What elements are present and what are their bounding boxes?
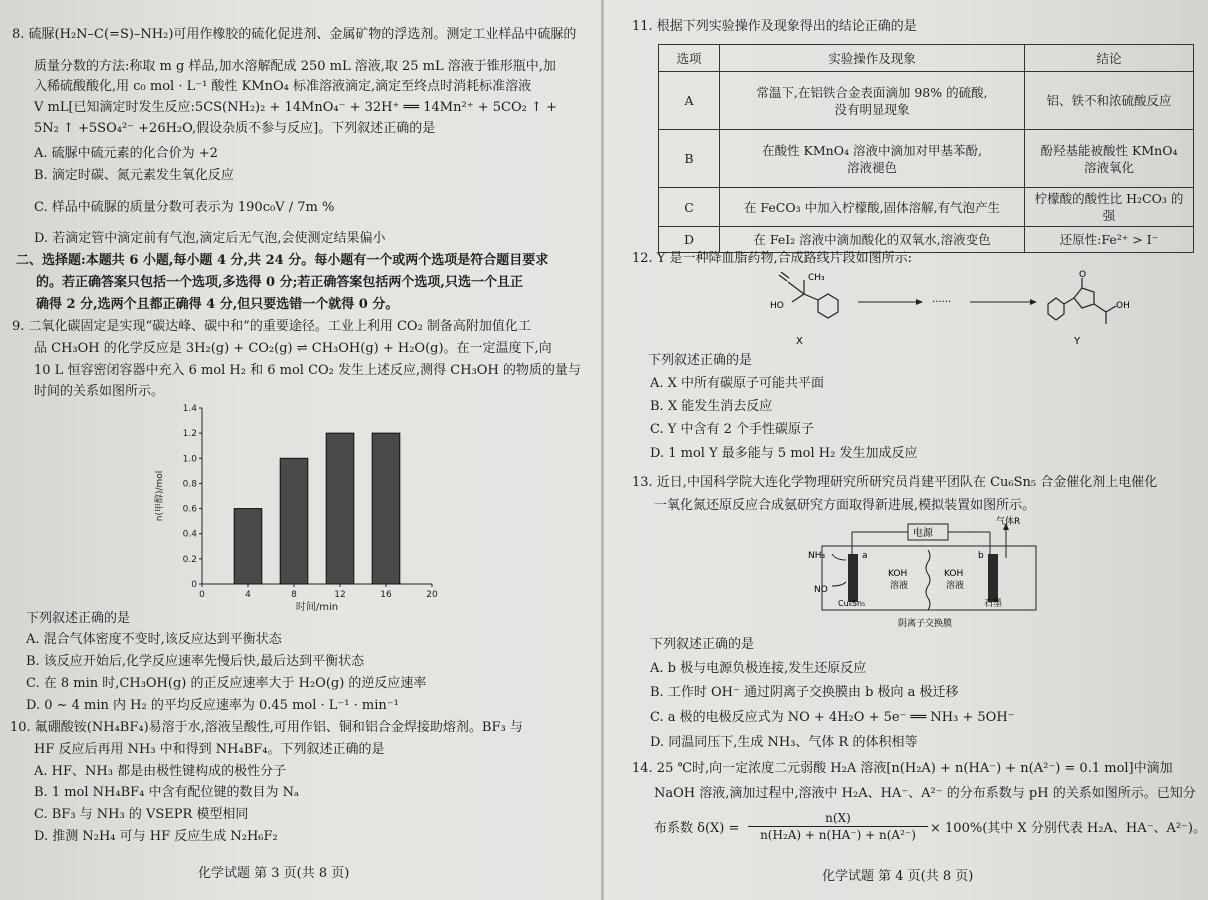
q12-title: 12. Y 是一种降血脂药物,合成路线片段如图所示: [632,251,913,266]
x-tick-label: 8 [291,590,297,600]
page-divider [601,0,604,900]
q12-stem: 下列叙述正确的是 [648,353,753,368]
table-header: 实验操作及现象 [720,45,1025,72]
q13-option-b: B. 工作时 OH⁻ 通过阴离子交换膜由 b 极向 a 极迁移 [650,685,959,700]
q10-option-d: D. 推测 N₂H₄ 可与 HF 反应生成 N₂H₆F₂ [34,829,278,844]
q10-line-1: 10. 氟硼酸铵(NH₄BF₄)易溶于水,溶液呈酸性,可用作铝、铜和铝合金焊接助熔剂。BF₃ 与 [10,720,523,735]
arrow-head [1030,299,1037,305]
table-cell: 还原性:Fe²⁺ > I⁻ [1025,227,1194,253]
y-tick-label: 0.2 [182,554,197,565]
table-cell: D [659,227,720,253]
section2-line-1: 二、选择题:本题共 6 小题,每小题 4 分,共 24 分。每小题有一个或两个选项是符合题目要求 [16,253,549,268]
y-o-label: O [1079,270,1087,280]
page-footer-left: 化学试题 第 3 页(共 8 页) [198,866,350,881]
q9-line-2: 品 CH₃OH 的化学反应是 3H₂(g) + CO₂(g) ⇌ CH₃OH(g) + H₂O(g)。在一定温度下,向 [34,341,552,356]
q8-option-a: A. 硫脲中硫元素的化合价为 +2 [34,146,218,161]
table-row [659,227,1194,253]
x-tick-label: 4 [245,590,251,600]
q14-line-3b: × 100%(其中 X 分别代表 H₂A、HA⁻、A²⁻)。 [930,821,1206,836]
cu6sn5-label: Cu₆Sn₅ [838,599,866,608]
membrane-label: 阴离子交换膜 [898,619,953,629]
q12-option-b: B. X 能发生消去反应 [650,399,773,414]
q8-line-4: V mL[已知滴定时发生反应:5CS(NH₂)₂ + 14MnO₄⁻ + 32H⁺ ══ 14Mn²⁺ + 5CO₂ ↑ + [34,100,557,115]
electrode-a-label: a [862,551,868,561]
table-row [659,188,1194,227]
y-tick-label: 1.4 [182,404,197,414]
q13-option-a: A. b 极与电源负极连接,发生还原反应 [650,661,867,676]
q9-line-3: 10 L 恒容密闭容器中充入 6 mol H₂ 和 6 mol CO₂ 发生上述反应,测得 CH₃OH 的物质的量与 [34,363,581,378]
bond [804,294,818,300]
nh3-label: NH₃ [808,551,826,561]
q9-option-b: B. 该反应开始后,化学反应速率先慢后快,最后达到平衡状态 [26,654,365,669]
fraction-denominator: n(H₂A) + n(HA⁻) + n(A²⁻) [760,828,916,842]
methanol-bar-chart [148,398,458,613]
synthesis-scheme [748,270,1128,350]
table-cell: 在 FeCO₃ 中加入柠檬酸,固体溶解,有气泡产生 [720,188,1025,227]
cell-line: 在酸性 KMnO₄ 溶液中滴加对甲基苯酚, [762,142,982,158]
q9-option-a: A. 混合气体密度不变时,该反应达到平衡状态 [26,632,282,647]
cu6sn5-electrode [848,554,858,602]
table-header: 结论 [1025,45,1194,72]
q10-option-a: A. HF、NH₃ 都是由极性键构成的极性分子 [34,764,287,779]
graphite-electrode [988,554,998,602]
y-tick-label: 1.0 [182,454,197,465]
bar [372,433,400,584]
molecule-y [1048,278,1116,324]
q8-line-1: 8. 硫脲(H₂N–C(=S)–NH₂)可用作橡胶的硫化促进剂、金属矿物的浮选剂。测定工业样品中硫脲的 [12,27,577,42]
nh3-out-arrow [832,554,846,560]
benzene-ring-y [1048,298,1064,320]
table-header: 选项 [659,45,720,72]
y-label: Y [1074,336,1081,347]
q9-line-4: 时间的关系如图所示。 [34,384,165,399]
table-cell: 铝、铁不和浓硫酸反应 [1025,72,1194,130]
graphite-label: 石墨 [984,599,1003,609]
page-footer-right: 化学试题 第 4 页(共 8 页) [822,869,974,884]
q12-option-d: D. 1 mol Y 最多能与 5 mol H₂ 发生加成反应 [650,446,918,461]
q9-stem: 下列叙述正确的是 [26,611,131,626]
y-tick-label: 0 [191,580,197,590]
q12-option-c: C. Y 中含有 2 个手性碳原子 [650,422,814,437]
table-cell [720,72,1025,130]
q8-option-b: B. 滴定时碳、氮元素发生氧化反应 [34,168,234,183]
bond [1106,306,1116,312]
table-row [659,130,1194,188]
bond [1094,304,1106,312]
x-tick-label: 12 [334,590,346,600]
q11-table [658,44,1194,253]
table-cell: 在 FeI₂ 溶液中滴加酸化的双氧水,溶液变色 [720,227,1025,253]
bar [234,509,262,584]
q12-option-a: A. X 中所有碳原子可能共平面 [650,376,825,391]
q13-option-d: D. 同温同压下,生成 NH₃、气体 R 的体积相等 [650,735,918,750]
table-row [659,72,1194,130]
q13-line-2: 一氧化氮还原反应合成氨研究方面取得新进展,模拟装置如图所示。 [654,498,1036,513]
x-tick-label: 16 [380,590,392,600]
electrode-b-label: b [978,551,984,561]
cell-line: 没有明显现象 [834,101,910,117]
bond [792,294,804,302]
bond [788,282,804,294]
cell-line: 溶液褪色 [846,159,897,175]
q10-option-b: B. 1 mol NH₄BF₄ 中含有配位键的数目为 Nₐ [34,785,300,800]
section2-line-3: 确得 2 分,选两个且都正确得 4 分,但只要选错一个就得 0 分。 [36,297,399,312]
x-axis-title: 时间/min [295,602,339,613]
q11-title: 11. 根据下列实验操作及现象得出的结论正确的是 [632,19,917,34]
q8-line-2: 质量分数的方法:称取 m g 样品,加水溶解配成 250 mL 溶液,取 25 mL 溶液于锥形瓶中,加 [34,59,556,74]
table-cell: A [659,72,720,130]
x-tick-label: 20 [426,590,438,600]
anion-exchange-membrane [926,550,930,610]
q9-option-c: C. 在 8 min 时,CH₃OH(g) 的正反应速率大于 H₂O(g) 的逆反应速率 [26,676,427,691]
y-axis-title: n(甲醇)/mol [155,470,165,522]
q14-line-1: 14. 25 ℃时,向一定浓度二元弱酸 H₂A 溶液[n(H₂A) + n(HA⁻) + n(A²⁻) = 0.1 mol]中滴加 [632,761,1173,776]
y-tick-label: 0.6 [182,504,197,515]
benzene-ring-x [818,294,838,318]
cell-line: 酚羟基能被酸性 KMnO₄ [1040,142,1178,158]
bar [280,458,308,584]
y-tick-label: 1.2 [182,429,197,440]
table-cell: B [659,130,720,188]
no-label: NO [814,585,828,595]
gas-r-label: 气体R [996,517,1021,527]
arrow-head [916,299,923,305]
q14-line-3a: 布系数 δ(X) = [654,821,740,836]
electrolysis-diagram [808,518,1048,630]
table-cell [720,130,1025,188]
delta-fraction [748,810,928,843]
bond [1064,298,1074,304]
q8-option-d: D. 若滴定管中滴定前有气泡,滴定后无气泡,会使测定结果偏小 [34,231,386,246]
solution-right-label: 溶液 [946,581,965,591]
scheme-dots: ······ [932,297,952,308]
x-ho-label: HO [770,301,784,311]
y-tick-label: 0.8 [182,479,197,490]
q9-line-1: 9. 二氧化碳固定是实现“碳达峰、碳中和”的重要途径。工业上利用 CO₂ 制备高附加值化工 [12,319,531,334]
furanone-ring [1074,288,1094,308]
solution-left-label: 溶液 [890,581,909,591]
q10-line-2: HF 反应后再用 NH₃ 中和得到 NH₄BF₄。下列叙述正确的是 [34,742,385,757]
q10-option-c: C. BF₃ 与 NH₃ 的 VSEPR 模型相同 [34,807,249,822]
q8-line-3: 入稀硫酸酸化,用 c₀ mol · L⁻¹ 酸性 KMnO₄ 标准溶液滴定,滴定至终点时消耗标准溶液 [34,79,532,94]
table-header-row [659,45,1194,72]
koh-left-label: KOH [888,569,908,579]
q14-line-2: NaOH 溶液,滴加过程中,溶液中 H₂A、HA⁻、A²⁻ 的分布系数与 pH 的关系如图所示。已知分 [654,786,1196,801]
no-in-arrow [832,582,846,586]
cell-line: 溶液氧化 [1083,159,1134,175]
y-oh-label: OH [1116,301,1130,311]
x-label: X [796,336,803,347]
q8-option-c: C. 样品中硫脲的质量分数可表示为 190c₀V / 7m % [34,200,335,215]
cell-line: 常温下,在铝铁合金表面滴加 98% 的硫酸, [756,84,988,100]
fraction-numerator: n(X) [748,810,928,827]
q13-stem: 下列叙述正确的是 [650,637,755,652]
table-cell: C [659,188,720,227]
bar [326,433,354,584]
koh-right-label: KOH [944,569,964,579]
x-tick-label: 0 [199,590,205,600]
power-source-label: 电源 [913,528,933,539]
y-tick-label: 0.4 [182,529,197,540]
section2-line-2: 的。若正确答案只包括一个选项,多选得 0 分;若正确答案包括两个选项,只选一个且正 [36,275,523,290]
q13-line-1: 13. 近日,中国科学院大连化学物理研究所研究员肖建平团队在 Cu₆Sn₅ 合金催化剂上电催化 [632,475,1158,490]
q13-option-c: C. a 极的电极反应式为 NO + 4H₂O + 5e⁻ ══ NH₃ + 5OH⁻ [650,710,1015,725]
table-cell [1025,130,1194,188]
q9-option-d: D. 0 ~ 4 min 内 H₂ 的平均反应速率为 0.45 mol · L⁻¹ · min⁻¹ [26,698,399,713]
q8-line-5: 5N₂ ↑ +5SO₄²⁻ +26H₂O,假设杂质不参与反应]。下列叙述正确的是 [34,121,436,136]
table-cell: 柠檬酸的酸性比 H₂CO₃ 的强 [1025,188,1194,227]
x-ch3-label: CH₃ [808,273,825,283]
